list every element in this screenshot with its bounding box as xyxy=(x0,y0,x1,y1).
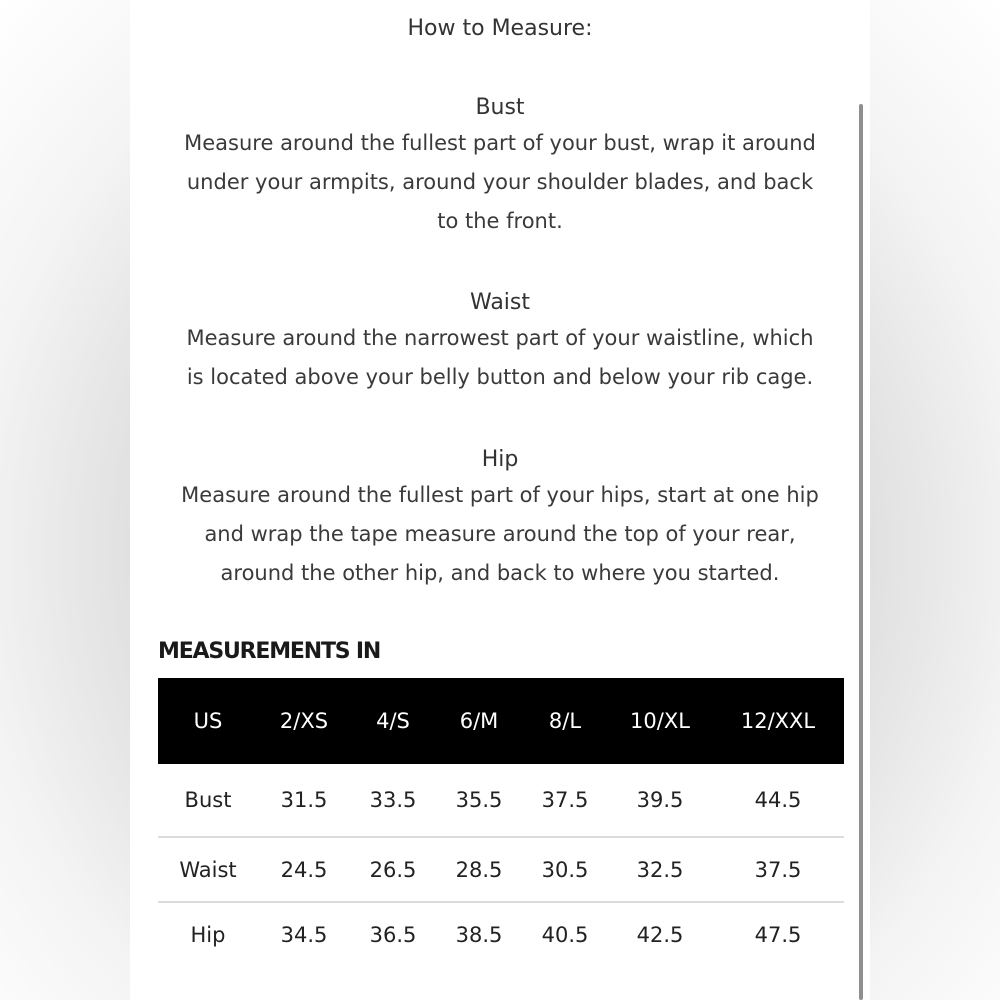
header-cell-8l: 8/L xyxy=(522,678,608,764)
header-cell-us: US xyxy=(158,678,258,764)
size-chart-table xyxy=(158,678,844,966)
hip-section xyxy=(150,444,850,593)
text-line: around the other hip, and back to where you started. xyxy=(220,561,780,585)
table-cell: 33.5 xyxy=(350,764,436,837)
waist-section xyxy=(150,287,850,397)
bust-section xyxy=(150,92,850,241)
text-line: Measure around the narrowest part of your waistline, which xyxy=(186,326,814,350)
row-label: Waist xyxy=(158,837,258,902)
table-cell: 35.5 xyxy=(436,764,522,837)
table-cell: 31.5 xyxy=(258,764,350,837)
header-cell-6m: 6/M xyxy=(436,678,522,764)
table-cell: 44.5 xyxy=(712,764,844,837)
table-cell: 26.5 xyxy=(350,837,436,902)
text-line: to the front. xyxy=(437,209,563,233)
text-line: under your armpits, around your shoulder blades, and back xyxy=(186,170,814,194)
table-cell: 34.5 xyxy=(280,922,328,947)
table-cell: 36.5 xyxy=(369,922,417,947)
row-label: Bust xyxy=(158,764,258,837)
text-line: and wrap the tape measure around the top of your rear, xyxy=(204,522,796,546)
section-text-bust xyxy=(150,124,850,241)
table-row-bust xyxy=(158,764,844,837)
table-cell: 37.5 xyxy=(522,764,608,837)
row-label: Hip xyxy=(190,922,226,947)
text-line: Measure around the fullest part of your bust, wrap it around xyxy=(184,131,816,155)
table-cell: 37.5 xyxy=(712,837,844,902)
table-cell: 39.5 xyxy=(608,764,712,837)
section-heading-bust: Bust xyxy=(475,95,525,120)
table-row-hip xyxy=(158,902,844,966)
table-caption: MEASUREMENTS IN xyxy=(158,639,381,664)
table-cell: 28.5 xyxy=(436,837,522,902)
table-header-row xyxy=(158,678,844,764)
section-text-hip xyxy=(150,476,850,593)
table-row-waist xyxy=(158,837,844,902)
section-text-waist xyxy=(150,319,850,397)
section-heading-hip: Hip xyxy=(481,447,519,472)
header-cell-4s: 4/S xyxy=(350,678,436,764)
section-heading-waist: Waist xyxy=(469,290,531,315)
page-title: How to Measure: xyxy=(407,16,593,41)
table-cell: 42.5 xyxy=(636,922,684,947)
table-cell: 32.5 xyxy=(608,837,712,902)
header-cell-2xs: 2/XS xyxy=(258,678,350,764)
table-cell: 24.5 xyxy=(258,837,350,902)
text-line: is located above your belly button and below your rib cage. xyxy=(186,365,814,389)
table-cell: 47.5 xyxy=(754,922,802,947)
table-cell: 30.5 xyxy=(522,837,608,902)
header-cell-10xl: 10/XL xyxy=(608,678,712,764)
table-cell: 38.5 xyxy=(455,922,503,947)
header-cell-12xxl: 12/XXL xyxy=(712,678,844,764)
scrollbar[interactable] xyxy=(859,104,863,1000)
table-cell: 40.5 xyxy=(541,922,589,947)
text-line: Measure around the fullest part of your hips, start at one hip xyxy=(181,483,819,507)
